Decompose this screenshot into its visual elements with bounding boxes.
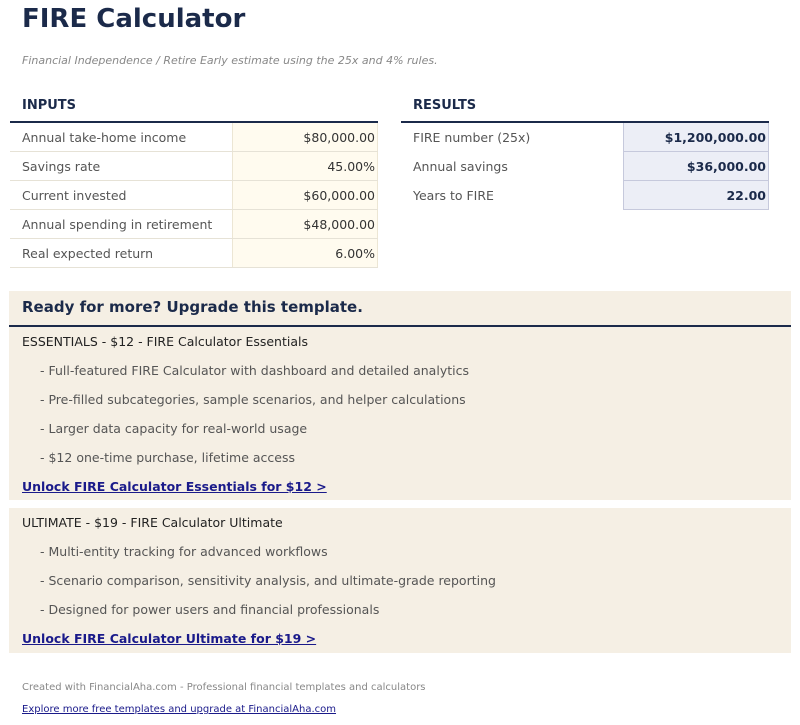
table-row [401,122,769,152]
table-row [10,210,378,239]
retirement-spending-input[interactable]: $48,000.00 [233,210,378,239]
savings-rate-input[interactable]: 45.00% [233,152,378,181]
list-item: - Multi-entity tracking for advanced workflows [40,544,328,559]
list-item: - Pre-filled subcategories, sample scenarios, and helper calculations [40,392,466,407]
inputs-heading: INPUTS [22,98,77,113]
current-invested-input[interactable]: $60,000.00 [233,181,378,210]
essentials-title: ESSENTIALS - $12 - FIRE Calculator Essentials [22,334,308,349]
return-input[interactable]: 6.00% [233,239,378,268]
annual-savings-value: $36,000.00 [624,152,769,181]
input-label: Real expected return [10,239,233,268]
table-row [10,152,378,181]
input-label: Annual take-home income [10,122,233,152]
input-label: Savings rate [10,152,233,181]
input-label: Current invested [10,181,233,210]
results-heading: RESULTS [413,98,477,113]
result-label: Years to FIRE [413,187,494,203]
results-table [401,121,769,210]
fire-number-value: $1,200,000.00 [624,122,769,152]
unlock-essentials-link[interactable]: Unlock FIRE Calculator Essentials for $12 > [22,479,327,494]
ultimate-title: ULTIMATE - $19 - FIRE Calculator Ultimate [22,515,283,530]
table-row [401,152,769,181]
ultimate-panel [9,508,791,653]
footer-credit: Created with FinancialAha.com - Professional financial templates and calculators [22,682,426,693]
input-label: Annual spending in retirement [10,210,233,239]
page-title: FIRE Calculator [22,4,246,34]
inputs-table [10,121,378,268]
upgrade-heading: Ready for more? Upgrade this template. [9,291,791,327]
years-to-fire-value: 22.00 [624,181,769,210]
page-subtitle: Financial Independence / Retire Early estimate using the 25x and 4% rules. [22,54,438,67]
result-label: FIRE number (25x) [413,129,531,145]
footer-link[interactable]: Explore more free templates and upgrade at FinancialAha.com [22,704,337,715]
table-row [10,122,378,152]
list-item: - $12 one-time purchase, lifetime access [40,450,295,465]
list-item: - Scenario comparison, sensitivity analysis, and ultimate-grade reporting [40,573,496,588]
unlock-ultimate-link[interactable]: Unlock FIRE Calculator Ultimate for $19 > [22,631,317,646]
income-input[interactable]: $80,000.00 [233,122,378,152]
result-label: Annual savings [413,158,508,174]
list-item: - Full-featured FIRE Calculator with dashboard and detailed analytics [40,363,469,378]
table-row [401,181,769,210]
list-item: - Designed for power users and financial professionals [40,602,380,617]
table-row [10,181,378,210]
table-row [10,239,378,268]
essentials-panel [9,291,791,500]
list-item: - Larger data capacity for real-world usage [40,421,308,436]
